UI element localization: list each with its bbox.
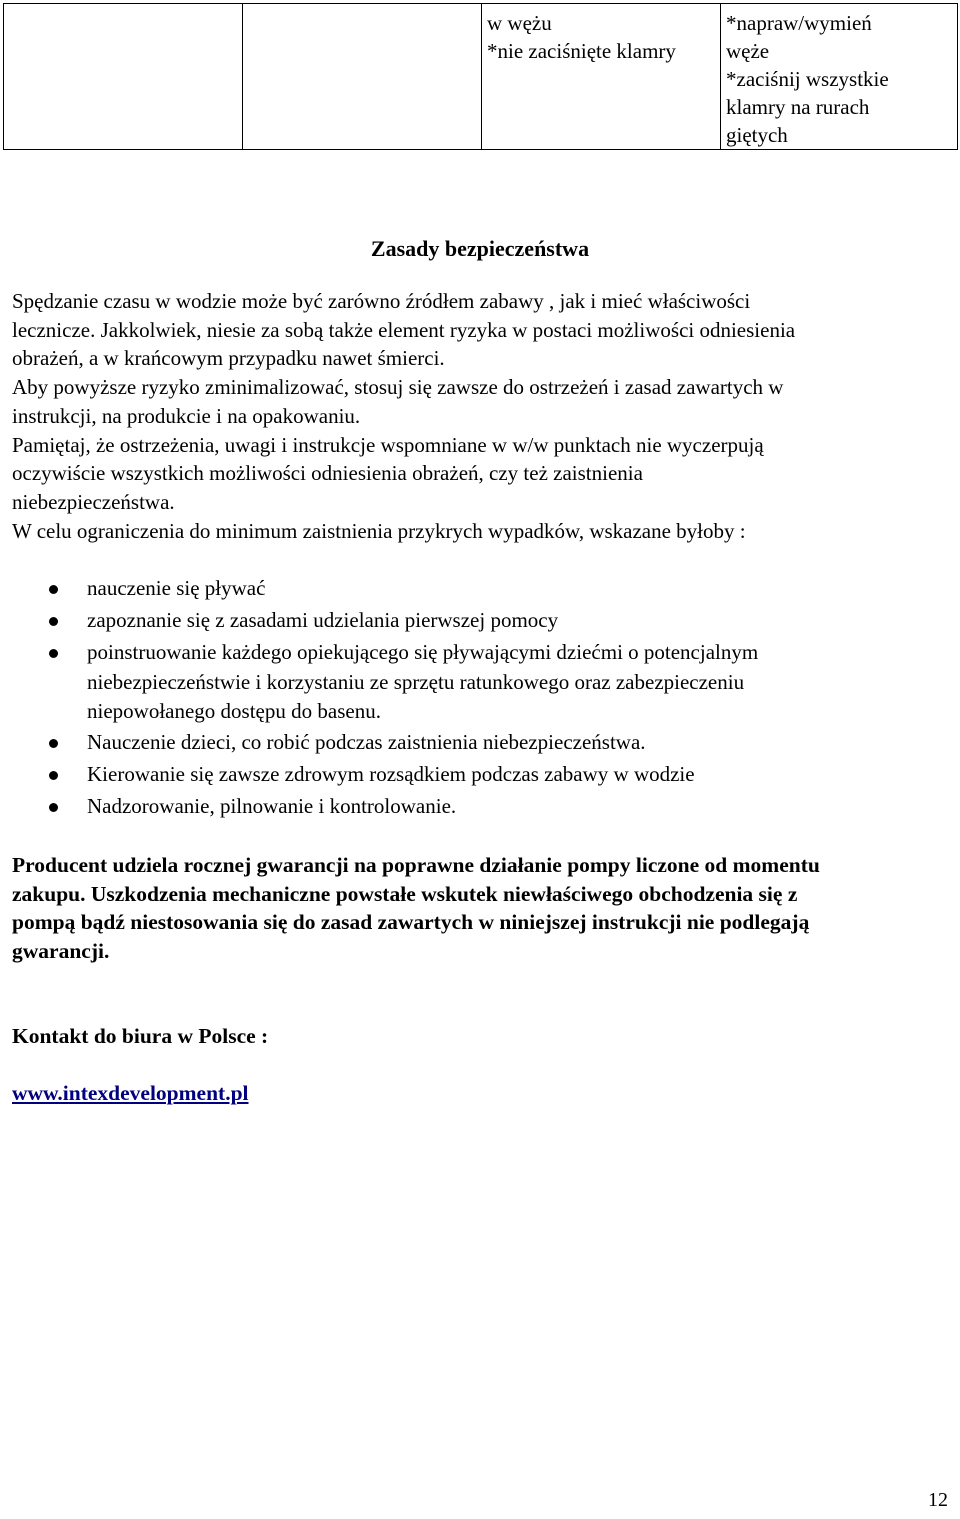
bullet-icon <box>49 771 58 780</box>
cell-line: klamry na rurach <box>726 95 870 119</box>
cell-line: w wężu <box>487 11 552 35</box>
bullet-icon <box>49 803 58 812</box>
paragraph-line: zakupu. Uszkodzenia mechaniczne powstałe wskutek niewłaściwego obchodzenia się z <box>12 881 798 906</box>
list-item-text <box>87 760 695 790</box>
cell-line: giętych <box>726 123 788 147</box>
table-cell-empty-1 <box>4 4 243 150</box>
paragraph-line: oczywiście wszystkich możliwości odniesienia obrażeń, czy też zaistnienia <box>12 461 643 486</box>
list-item-line: Kierowanie się zawsze zdrowym rozsądkiem podczas zabawy w wodzie <box>87 762 695 786</box>
warranty-paragraph <box>12 851 952 966</box>
table-cell-empty-2 <box>243 4 482 150</box>
list-item-line: poinstruowanie każdego opiekującego się pływającymi dziećmi o potencjalnym <box>87 640 759 664</box>
paragraph-line: pompą bądź niestosowania się do zasad zawartych w niniejszej instrukcji nie podlegają <box>12 910 810 935</box>
paragraph-line: niebezpieczeństwa. <box>12 489 175 514</box>
list-item-text <box>87 638 758 727</box>
list-item-line: niebezpieczeństwie i korzystaniu ze sprzętu ratunkowego oraz zabezpieczeniu <box>87 669 745 694</box>
bullet-icon <box>49 649 58 658</box>
table-cell-remedy <box>721 4 958 150</box>
intro-paragraph <box>12 287 952 545</box>
paragraph-line: Producent udziela rocznej gwarancji na poprawne działanie pompy liczone od momentu <box>12 853 820 877</box>
bullet-icon <box>49 739 58 748</box>
cell-line: *nie zaciśnięte klamry <box>487 39 676 63</box>
paragraph-line: W celu ograniczenia do minimum zaistnienia przykrych wypadków, wskazane byłoby : <box>12 518 746 543</box>
contact-label: Kontakt do biura w Polsce : <box>12 1024 269 1048</box>
list-item-line: zapoznanie się z zasadami udzielania pierwszej pomocy <box>87 608 559 632</box>
bullet-icon <box>49 617 58 626</box>
list-item-text <box>87 728 646 758</box>
troubleshooting-table-fragment <box>3 3 958 150</box>
cell-line: węże <box>726 39 770 63</box>
website-link[interactable]: www.intexdevelopment.pl <box>12 1081 249 1105</box>
paragraph-line: Pamiętaj, że ostrzeżenia, uwagi i instrukcje wspomniane w w/w punktach nie wyczerpują <box>12 432 764 457</box>
table-cell-cause <box>482 4 721 150</box>
list-item-text <box>87 792 456 822</box>
paragraph-line: lecznicze. Jakkolwiek, niesie za sobą także element ryzyka w postaci możliwości odniesienia <box>12 317 796 342</box>
list-item-line: nauczenie się pływać <box>87 576 266 600</box>
paragraph-line: gwarancji. <box>12 939 110 964</box>
paragraph-line: obrażeń, a w krańcowym przypadku nawet śmierci. <box>12 346 445 371</box>
list-item-text <box>87 606 558 636</box>
paragraph-line: Aby powyższe ryzyko zminimalizować, stosuj się zawsze do ostrzeżeń i zasad zawartych w <box>12 375 784 400</box>
cell-line: *zaciśnij wszystkie <box>726 67 889 91</box>
table-row <box>4 4 958 150</box>
list-item-line: niepowołanego dostępu do basenu. <box>87 699 381 723</box>
paragraph-line: Spędzanie czasu w wodzie może być zarówno źródłem zabawy , jak i mieć właściwości <box>12 289 751 313</box>
paragraph-line: instrukcji, na produkcie i na opakowaniu. <box>12 403 361 428</box>
section-title: Zasady bezpieczeństwa <box>370 236 590 261</box>
bullet-icon <box>49 585 58 594</box>
list-item-text <box>87 574 265 604</box>
page-number: 12 <box>928 1489 948 1511</box>
list-item-line: Nauczenie dzieci, co robić podczas zaistnienia niebezpieczeństwa. <box>87 730 646 754</box>
list-item-line: Nadzorowanie, pilnowanie i kontrolowanie. <box>87 794 457 818</box>
cell-line: *napraw/wymień <box>726 11 872 35</box>
